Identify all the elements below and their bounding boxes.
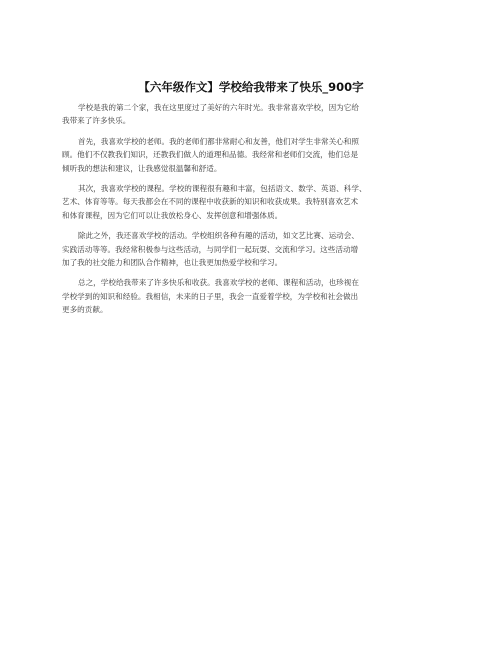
paragraph-line: 实践活动等等。我经常积极参与这些活动，与同学们一起玩耍、交流和学习。这些活动增 <box>62 244 359 254</box>
paragraph-1 <box>62 101 392 128</box>
paragraph-line: 总之，学校给我带来了许多快乐和收获。我喜欢学校的老师、课程和活动，也珍视在 <box>78 278 359 288</box>
paragraph-4 <box>62 229 392 269</box>
paragraph-line: 艺术、体育等等。每天我都会在不同的课程中收获新的知识和收获成果。我特别喜欢艺术 <box>62 197 359 207</box>
paragraph-line: 倾听我的想法和建议，让我感觉很温馨和舒适。 <box>62 163 222 173</box>
paragraph-line: 加了我的社交能力和团队合作精神，也让我更加热爱学校和学习。 <box>62 258 283 268</box>
paragraph-5 <box>62 276 392 316</box>
paragraph-line: 学校学到的知识和经验。我相信，未来的日子里，我会一直爱着学校，为学校和社会做出 <box>62 291 359 301</box>
paragraph-line: 和体育课程，因为它们可以让我放松身心、发挥创意和增强体质。 <box>62 210 283 220</box>
paragraph-line: 顾。他们不仅教我们知识，还教我们做人的道理和品德。我经常和老师们交流，他们总是 <box>62 150 359 160</box>
paragraph-line: 除此之外，我还喜欢学校的活动。学校组织各种有趣的活动，如文艺比赛、运动会、 <box>78 231 359 241</box>
paragraph-3 <box>62 182 392 222</box>
paragraph-line: 学校是我的第二个家，我在这里度过了美好的六年时光。我非常喜欢学校，因为它给 <box>78 103 359 112</box>
document-title: 【六年级作文】学校给我带来了快乐_900字 <box>138 80 364 94</box>
paragraph-line: 首先，我喜欢学校的老师。我的老师们都非常耐心和友善，他们对学生非常关心和照 <box>78 136 359 146</box>
paragraph-line: 其次，我喜欢学校的课程。学校的课程很有趣和丰富，包括语文、数学、英语、科学、 <box>78 184 367 194</box>
paragraph-line: 我带来了许多快乐。 <box>62 116 131 126</box>
document-body <box>62 101 392 324</box>
paragraph-2 <box>62 135 392 175</box>
paragraph-line: 更多的贡献。 <box>62 305 108 315</box>
